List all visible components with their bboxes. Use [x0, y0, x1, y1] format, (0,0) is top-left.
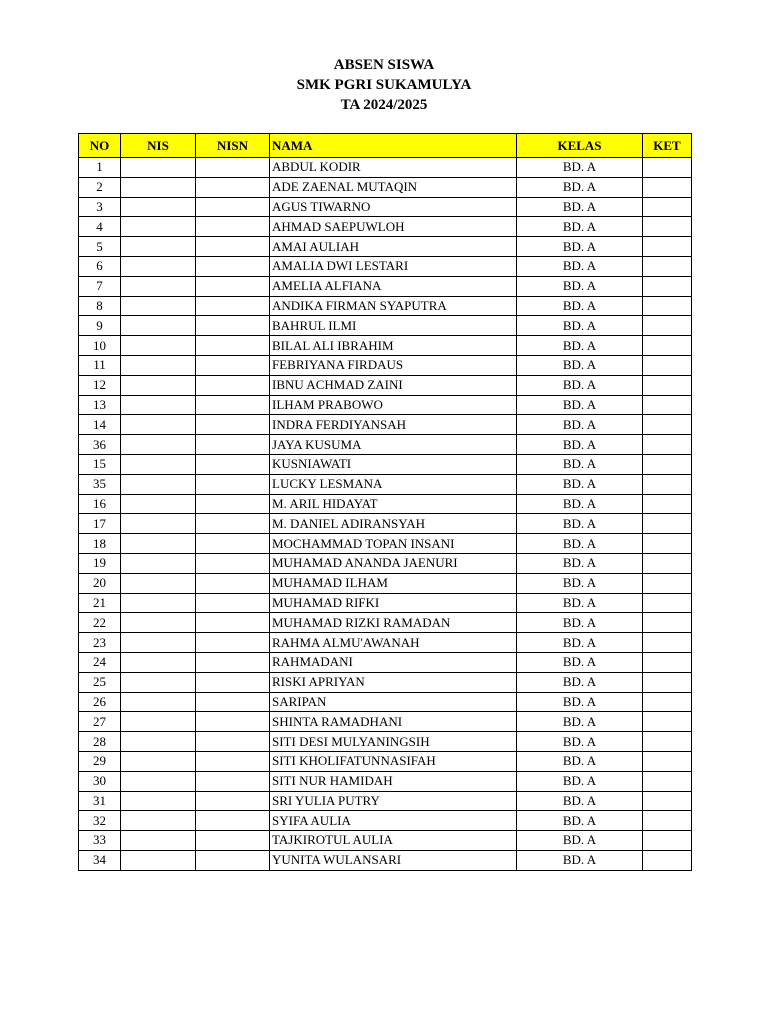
- cell-no: 8: [79, 296, 121, 316]
- cell-nisn: [196, 613, 270, 633]
- cell-no: 23: [79, 633, 121, 653]
- cell-nisn: [196, 652, 270, 672]
- cell-no: 17: [79, 514, 121, 534]
- cell-nisn: [196, 316, 270, 336]
- cell-nis: [121, 276, 196, 296]
- cell-nama: IBNU ACHMAD ZAINI: [270, 375, 517, 395]
- table-row: [79, 355, 692, 375]
- cell-nisn: [196, 811, 270, 831]
- cell-ket: [643, 633, 692, 653]
- table-row: [79, 553, 692, 573]
- cell-nis: [121, 791, 196, 811]
- cell-kelas: BD. A: [517, 474, 643, 494]
- cell-no: 29: [79, 751, 121, 771]
- cell-ket: [643, 692, 692, 712]
- cell-nama: AHMAD SAEPUWLOH: [270, 217, 517, 237]
- cell-nama: RISKI APRIYAN: [270, 672, 517, 692]
- cell-nisn: [196, 375, 270, 395]
- cell-no: 13: [79, 395, 121, 415]
- table-row: [79, 474, 692, 494]
- cell-no: 28: [79, 732, 121, 752]
- cell-ket: [643, 158, 692, 178]
- cell-no: 12: [79, 375, 121, 395]
- cell-nisn: [196, 256, 270, 276]
- cell-ket: [643, 672, 692, 692]
- cell-nis: [121, 534, 196, 554]
- cell-nama: AMALIA DWI LESTARI: [270, 256, 517, 276]
- cell-nama: SITI DESI MULYANINGSIH: [270, 732, 517, 752]
- cell-no: 27: [79, 712, 121, 732]
- cell-nama: RAHMADANI: [270, 652, 517, 672]
- cell-nisn: [196, 791, 270, 811]
- cell-no: 21: [79, 593, 121, 613]
- cell-ket: [643, 553, 692, 573]
- cell-ket: [643, 791, 692, 811]
- cell-nisn: [196, 850, 270, 870]
- cell-nisn: [196, 494, 270, 514]
- table-row: [79, 435, 692, 455]
- col-header-nisn: NISN: [196, 134, 270, 158]
- cell-nisn: [196, 712, 270, 732]
- cell-nisn: [196, 158, 270, 178]
- table-row: [79, 296, 692, 316]
- cell-no: 22: [79, 613, 121, 633]
- attendance-table: [78, 133, 692, 871]
- table-row: [79, 316, 692, 336]
- cell-ket: [643, 177, 692, 197]
- cell-nama: SARIPAN: [270, 692, 517, 712]
- cell-ket: [643, 573, 692, 593]
- table-row: [79, 850, 692, 870]
- cell-nis: [121, 336, 196, 356]
- cell-nisn: [196, 454, 270, 474]
- cell-nis: [121, 751, 196, 771]
- cell-ket: [643, 197, 692, 217]
- cell-kelas: BD. A: [517, 336, 643, 356]
- cell-ket: [643, 355, 692, 375]
- cell-nisn: [196, 177, 270, 197]
- cell-kelas: BD. A: [517, 672, 643, 692]
- cell-nis: [121, 316, 196, 336]
- cell-nisn: [196, 415, 270, 435]
- cell-ket: [643, 593, 692, 613]
- cell-ket: [643, 712, 692, 732]
- cell-nama: INDRA FERDIYANSAH: [270, 415, 517, 435]
- cell-nisn: [196, 692, 270, 712]
- cell-nama: LUCKY LESMANA: [270, 474, 517, 494]
- cell-nama: SRI YULIA PUTRY: [270, 791, 517, 811]
- cell-nis: [121, 732, 196, 752]
- title-line-2: SMK PGRI SUKAMULYA: [296, 77, 472, 93]
- cell-no: 5: [79, 237, 121, 257]
- cell-no: 18: [79, 534, 121, 554]
- cell-no: 34: [79, 850, 121, 870]
- cell-no: 25: [79, 672, 121, 692]
- cell-ket: [643, 454, 692, 474]
- cell-nis: [121, 633, 196, 653]
- cell-ket: [643, 534, 692, 554]
- cell-no: 10: [79, 336, 121, 356]
- cell-nisn: [196, 514, 270, 534]
- cell-nis: [121, 415, 196, 435]
- cell-nama: BILAL ALI IBRAHIM: [270, 336, 517, 356]
- table-row: [79, 336, 692, 356]
- cell-no: 2: [79, 177, 121, 197]
- table-row: [79, 256, 692, 276]
- cell-kelas: BD. A: [517, 652, 643, 672]
- cell-nama: RAHMA ALMU'AWANAH: [270, 633, 517, 653]
- cell-kelas: BD. A: [517, 534, 643, 554]
- cell-kelas: BD. A: [517, 158, 643, 178]
- cell-nama: ADE ZAENAL MUTAQIN: [270, 177, 517, 197]
- cell-kelas: BD. A: [517, 593, 643, 613]
- cell-nama: MUHAMAD ANANDA JAENURI: [270, 553, 517, 573]
- cell-ket: [643, 435, 692, 455]
- table-row: [79, 732, 692, 752]
- table-header-row: [79, 134, 692, 158]
- cell-nama: MUHAMAD RIFKI: [270, 593, 517, 613]
- cell-ket: [643, 316, 692, 336]
- cell-kelas: BD. A: [517, 514, 643, 534]
- cell-ket: [643, 732, 692, 752]
- cell-ket: [643, 474, 692, 494]
- cell-nis: [121, 692, 196, 712]
- cell-nisn: [196, 771, 270, 791]
- cell-ket: [643, 237, 692, 257]
- cell-ket: [643, 395, 692, 415]
- cell-kelas: BD. A: [517, 751, 643, 771]
- cell-no: 35: [79, 474, 121, 494]
- cell-nama: SYIFA AULIA: [270, 811, 517, 831]
- cell-no: 31: [79, 791, 121, 811]
- cell-nis: [121, 197, 196, 217]
- cell-nama: TAJKIROTUL AULIA: [270, 831, 517, 851]
- cell-nama: KUSNIAWATI: [270, 454, 517, 474]
- cell-nama: SHINTA RAMADHANI: [270, 712, 517, 732]
- cell-kelas: BD. A: [517, 613, 643, 633]
- cell-nama: FEBRIYANA FIRDAUS: [270, 355, 517, 375]
- cell-nisn: [196, 732, 270, 752]
- table-row: [79, 712, 692, 732]
- cell-nisn: [196, 276, 270, 296]
- cell-kelas: BD. A: [517, 435, 643, 455]
- cell-kelas: BD. A: [517, 791, 643, 811]
- cell-nis: [121, 217, 196, 237]
- cell-ket: [643, 831, 692, 851]
- cell-nisn: [196, 336, 270, 356]
- cell-nama: BAHRUL ILMI: [270, 316, 517, 336]
- cell-kelas: BD. A: [517, 237, 643, 257]
- cell-nis: [121, 613, 196, 633]
- col-header-kelas: KELAS: [517, 134, 643, 158]
- cell-nisn: [196, 237, 270, 257]
- cell-kelas: BD. A: [517, 217, 643, 237]
- cell-kelas: BD. A: [517, 177, 643, 197]
- table-row: [79, 652, 692, 672]
- table-row: [79, 494, 692, 514]
- cell-nis: [121, 771, 196, 791]
- cell-ket: [643, 276, 692, 296]
- cell-nis: [121, 494, 196, 514]
- table-row: [79, 831, 692, 851]
- table-row: [79, 771, 692, 791]
- cell-kelas: BD. A: [517, 296, 643, 316]
- cell-nama: SITI NUR HAMIDAH: [270, 771, 517, 791]
- cell-nama: M. ARIL HIDAYAT: [270, 494, 517, 514]
- table-row: [79, 177, 692, 197]
- cell-nisn: [196, 296, 270, 316]
- cell-nisn: [196, 573, 270, 593]
- cell-kelas: BD. A: [517, 415, 643, 435]
- cell-no: 15: [79, 454, 121, 474]
- cell-nis: [121, 395, 196, 415]
- cell-ket: [643, 336, 692, 356]
- cell-nis: [121, 831, 196, 851]
- cell-kelas: BD. A: [517, 712, 643, 732]
- cell-ket: [643, 613, 692, 633]
- table-row: [79, 375, 692, 395]
- title-line-1: ABSEN SISWA: [333, 57, 435, 73]
- cell-kelas: BD. A: [517, 395, 643, 415]
- table-row: [79, 217, 692, 237]
- cell-kelas: BD. A: [517, 771, 643, 791]
- table-row: [79, 395, 692, 415]
- cell-nis: [121, 811, 196, 831]
- cell-kelas: BD. A: [517, 256, 643, 276]
- table-row: [79, 534, 692, 554]
- cell-nisn: [196, 553, 270, 573]
- cell-nisn: [196, 633, 270, 653]
- cell-no: 11: [79, 355, 121, 375]
- table-row: [79, 613, 692, 633]
- cell-ket: [643, 256, 692, 276]
- cell-nama: MOCHAMMAD TOPAN INSANI: [270, 534, 517, 554]
- cell-nama: ABDUL KODIR: [270, 158, 517, 178]
- cell-nama: M. DANIEL ADIRANSYAH: [270, 514, 517, 534]
- table-body: [79, 158, 692, 871]
- col-header-nis: NIS: [121, 134, 196, 158]
- cell-no: 3: [79, 197, 121, 217]
- cell-nama: SITI KHOLIFATUNNASIFAH: [270, 751, 517, 771]
- cell-kelas: BD. A: [517, 692, 643, 712]
- cell-nis: [121, 158, 196, 178]
- cell-ket: [643, 514, 692, 534]
- col-header-nama: NAMA: [270, 134, 517, 158]
- cell-nis: [121, 573, 196, 593]
- cell-nis: [121, 296, 196, 316]
- cell-no: 32: [79, 811, 121, 831]
- cell-nama: MUHAMAD RIZKI RAMADAN: [270, 613, 517, 633]
- cell-kelas: BD. A: [517, 454, 643, 474]
- cell-nis: [121, 712, 196, 732]
- cell-kelas: BD. A: [517, 197, 643, 217]
- cell-kelas: BD. A: [517, 276, 643, 296]
- cell-kelas: BD. A: [517, 573, 643, 593]
- cell-nama: AMELIA ALFIANA: [270, 276, 517, 296]
- cell-no: 26: [79, 692, 121, 712]
- table-row: [79, 593, 692, 613]
- cell-no: 36: [79, 435, 121, 455]
- cell-no: 20: [79, 573, 121, 593]
- cell-nis: [121, 435, 196, 455]
- cell-nama: AMAI AULIAH: [270, 237, 517, 257]
- cell-nis: [121, 177, 196, 197]
- cell-kelas: BD. A: [517, 811, 643, 831]
- cell-ket: [643, 494, 692, 514]
- table-row: [79, 237, 692, 257]
- table-row: [79, 751, 692, 771]
- cell-nisn: [196, 534, 270, 554]
- cell-no: 19: [79, 553, 121, 573]
- cell-nama: ANDIKA FIRMAN SYAPUTRA: [270, 296, 517, 316]
- cell-no: 9: [79, 316, 121, 336]
- cell-kelas: BD. A: [517, 375, 643, 395]
- cell-nisn: [196, 355, 270, 375]
- cell-no: 1: [79, 158, 121, 178]
- cell-nis: [121, 454, 196, 474]
- cell-ket: [643, 415, 692, 435]
- cell-nisn: [196, 672, 270, 692]
- cell-nisn: [196, 831, 270, 851]
- cell-no: 14: [79, 415, 121, 435]
- table-row: [79, 158, 692, 178]
- title-line-3: TA 2024/2025: [340, 97, 428, 113]
- col-header-no: NO: [79, 134, 121, 158]
- cell-nis: [121, 553, 196, 573]
- cell-ket: [643, 652, 692, 672]
- cell-kelas: BD. A: [517, 831, 643, 851]
- cell-nis: [121, 474, 196, 494]
- cell-nis: [121, 256, 196, 276]
- cell-nis: [121, 652, 196, 672]
- cell-nisn: [196, 751, 270, 771]
- cell-nis: [121, 237, 196, 257]
- table-row: [79, 791, 692, 811]
- col-header-ket: KET: [643, 134, 692, 158]
- cell-nisn: [196, 395, 270, 415]
- cell-nama: ILHAM PRABOWO: [270, 395, 517, 415]
- table-row: [79, 811, 692, 831]
- cell-kelas: BD. A: [517, 732, 643, 752]
- cell-kelas: BD. A: [517, 494, 643, 514]
- table-row: [79, 672, 692, 692]
- cell-no: 6: [79, 256, 121, 276]
- cell-ket: [643, 296, 692, 316]
- document-title: [0, 55, 768, 115]
- cell-no: 30: [79, 771, 121, 791]
- cell-kelas: BD. A: [517, 633, 643, 653]
- cell-ket: [643, 771, 692, 791]
- table-row: [79, 573, 692, 593]
- cell-nis: [121, 850, 196, 870]
- cell-nama: AGUS TIWARNO: [270, 197, 517, 217]
- cell-nama: MUHAMAD ILHAM: [270, 573, 517, 593]
- cell-nisn: [196, 593, 270, 613]
- cell-no: 16: [79, 494, 121, 514]
- cell-nisn: [196, 435, 270, 455]
- cell-no: 24: [79, 652, 121, 672]
- cell-ket: [643, 375, 692, 395]
- cell-ket: [643, 217, 692, 237]
- cell-kelas: BD. A: [517, 316, 643, 336]
- table-row: [79, 197, 692, 217]
- cell-ket: [643, 850, 692, 870]
- table-row: [79, 692, 692, 712]
- cell-no: 7: [79, 276, 121, 296]
- table-row: [79, 454, 692, 474]
- cell-nama: JAYA KUSUMA: [270, 435, 517, 455]
- cell-nis: [121, 672, 196, 692]
- cell-nis: [121, 355, 196, 375]
- cell-ket: [643, 751, 692, 771]
- cell-kelas: BD. A: [517, 355, 643, 375]
- cell-nis: [121, 593, 196, 613]
- cell-nisn: [196, 197, 270, 217]
- table-row: [79, 514, 692, 534]
- cell-nama: YUNITA WULANSARI: [270, 850, 517, 870]
- cell-nis: [121, 375, 196, 395]
- cell-nisn: [196, 217, 270, 237]
- cell-no: 4: [79, 217, 121, 237]
- cell-nis: [121, 514, 196, 534]
- table-row: [79, 276, 692, 296]
- cell-no: 33: [79, 831, 121, 851]
- cell-kelas: BD. A: [517, 553, 643, 573]
- cell-kelas: BD. A: [517, 850, 643, 870]
- table-row: [79, 633, 692, 653]
- cell-nisn: [196, 474, 270, 494]
- table-row: [79, 415, 692, 435]
- cell-ket: [643, 811, 692, 831]
